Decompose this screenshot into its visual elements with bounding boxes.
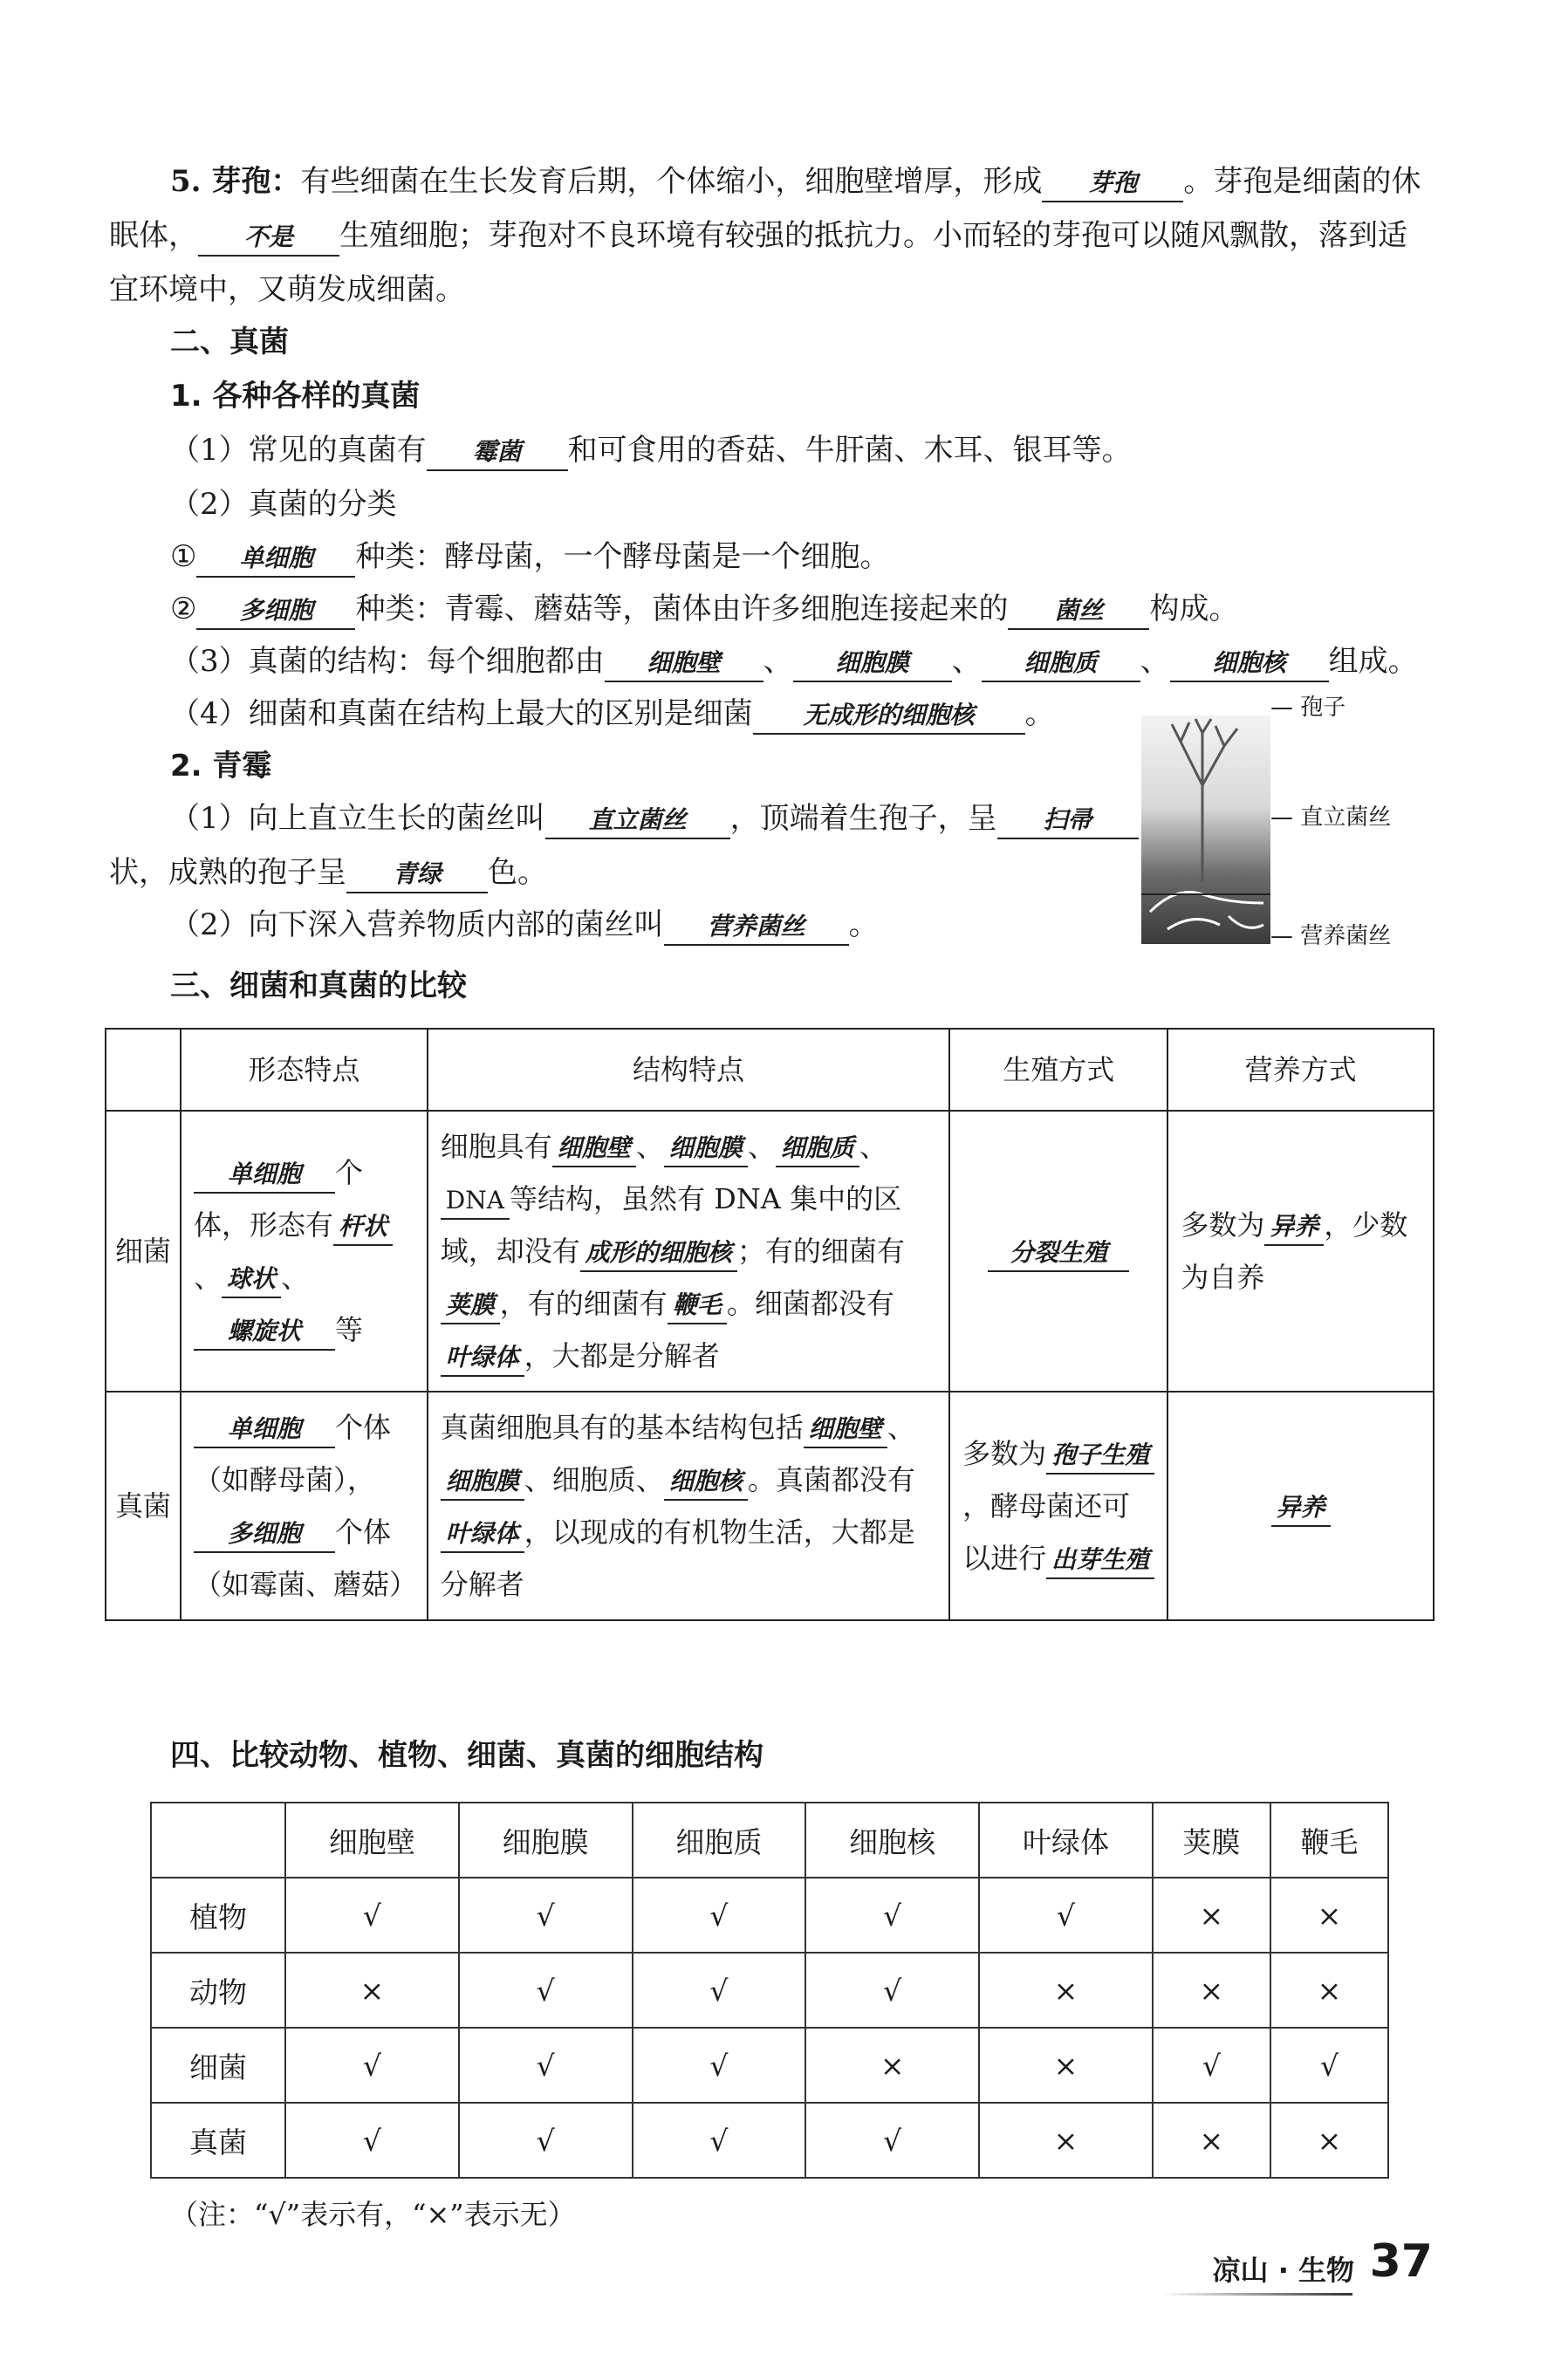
cells-header: 细胞质 (633, 1803, 806, 1878)
table-cell: √ (1153, 2028, 1270, 2103)
blank[interactable]: 成形的细胞核 (580, 1235, 737, 1272)
bacteria-fungi-table (105, 1028, 1434, 1621)
fungi-structure-blank-2[interactable]: 细胞膜 (793, 646, 952, 682)
table-row-bacteria (106, 1111, 1434, 1392)
blank[interactable]: 细胞壁 (804, 1412, 887, 1448)
fungi-q2: （2）真菌的分类 (170, 487, 397, 522)
sep: 、 (193, 1261, 222, 1294)
table-cell: √ (633, 1953, 806, 2028)
table-cell: √ (285, 2028, 459, 2103)
cell-text: 个体（如酵母菌）， (193, 1411, 391, 1496)
row-label: 真菌 (106, 1392, 181, 1620)
q-text: 构成。 (1149, 592, 1239, 626)
sep: 、 (747, 1130, 776, 1163)
blank[interactable]: 异养 (1271, 1490, 1331, 1527)
fungi-reproduction (949, 1392, 1167, 1620)
blank[interactable]: 细胞质 (776, 1131, 859, 1167)
blank[interactable]: 出芽生殖 (1046, 1543, 1154, 1579)
table-cell: √ (633, 2103, 806, 2178)
table-cell: √ (285, 1878, 459, 1953)
fungi-class-1 (170, 530, 1505, 583)
fungi-structure-blank-3[interactable]: 细胞质 (982, 646, 1140, 682)
row-label: 植物 (151, 1878, 285, 1953)
table-cell: √ (633, 2028, 806, 2103)
table-cell: × (1270, 2103, 1388, 2178)
sep: 、 (1140, 644, 1170, 679)
table-cell: × (1270, 1953, 1388, 2028)
blank[interactable]: 叶绿体 (441, 1340, 524, 1377)
table-header: 结构特点 (428, 1029, 949, 1111)
cells-header: 细胞膜 (459, 1803, 633, 1878)
sep: 、 (951, 644, 982, 679)
blank[interactable]: 多细胞 (194, 1516, 335, 1553)
nutrient-hyphae-label: — 营养菌丝 (1270, 923, 1392, 949)
cell-text: ，少数为自养 (1181, 1208, 1408, 1294)
bacteria-morphology (181, 1111, 428, 1392)
fungi-morphology (181, 1392, 428, 1620)
cell-text: ，以现成的有机物生活，大都是分解者 (440, 1516, 915, 1601)
q-text: （1）常见的真菌有 (170, 433, 427, 468)
table-cell: × (1153, 1878, 1270, 1953)
q-text: 组成。 (1328, 644, 1418, 679)
cells-heading: 四、比较动物、植物、细菌、真菌的细胞结构 (170, 1738, 763, 1773)
legend-note: （注：“√”表示有，“×”表示无） (170, 2198, 576, 2231)
cell-text: 。细菌都没有 (726, 1287, 894, 1320)
cell-text: 多数为 (1181, 1208, 1265, 1242)
table-row (151, 1878, 1388, 1953)
spore-label-text: 孢子 (1300, 695, 1346, 721)
q-text: ，顶端着生孢子，呈 (729, 801, 997, 836)
bacteria-reproduction (949, 1111, 1167, 1392)
blank[interactable]: 球状 (222, 1262, 281, 1298)
spore-label: — 孢子 (1270, 695, 1346, 721)
row-label: 细菌 (106, 1111, 181, 1392)
table-cell: √ (459, 2103, 633, 2178)
bacteria-structure (428, 1111, 949, 1392)
q-text: 状，成熟的孢子呈 (109, 855, 346, 890)
table-header: 形态特点 (181, 1029, 428, 1111)
fungi-q4-blank[interactable]: 无成形的细胞核 (753, 698, 1025, 735)
table-cell: √ (979, 1878, 1153, 1953)
table-cell: × (979, 1953, 1153, 2028)
fungi-structure-blank-1[interactable]: 细胞壁 (605, 646, 763, 682)
fungi-class2-blank[interactable]: 多细胞 (196, 593, 355, 630)
spore-line-1 (170, 155, 1505, 208)
table-cell: × (805, 2028, 979, 2103)
table-header-row (106, 1029, 1434, 1111)
penicillium-heading: 2. 青霉 (170, 749, 272, 784)
sep: 、 (763, 644, 793, 679)
cell-text: ，酵母菌还可以进行 (962, 1489, 1131, 1575)
cell-structure-table (150, 1802, 1389, 2179)
table-header: 营养方式 (1167, 1029, 1434, 1111)
q-text: 色。 (488, 855, 547, 890)
spore-line-3 (109, 263, 1444, 316)
table-cell: × (285, 1953, 459, 2028)
table-cell: √ (459, 1878, 633, 1953)
sep: 、 (280, 1261, 309, 1294)
fungi-q1 (170, 424, 1505, 476)
table-cell: √ (1270, 2028, 1388, 2103)
table-cell: √ (805, 1953, 979, 2028)
q-text: 。 (848, 907, 879, 942)
table-cell: √ (805, 2103, 979, 2178)
table-row-fungi (106, 1392, 1434, 1620)
page-number: 37 (1369, 2235, 1433, 2288)
cell-text: 真菌细胞具有的基本结构包括 (440, 1411, 804, 1444)
broom-blank[interactable]: 扫帚 (997, 803, 1139, 839)
fungi-q3 (170, 635, 1505, 688)
q-text: （3）真菌的结构：每个细胞都由 (170, 644, 605, 679)
comparison-heading: 三、细菌和真菌的比较 (170, 968, 467, 1003)
blank[interactable]: 分裂生殖 (988, 1235, 1129, 1272)
blank[interactable]: DNA (441, 1183, 510, 1220)
blank[interactable]: 叶绿体 (441, 1516, 524, 1553)
fungi-heading: 二、真菌 (170, 325, 289, 359)
cell-text: 细胞具有 (440, 1130, 552, 1163)
row-label: 动物 (151, 1953, 285, 2028)
blank[interactable]: 杆状 (333, 1209, 393, 1246)
fungi-class-2 (170, 583, 1505, 635)
cell-text: 等结构，虽然有 DNA 集中的区域，却没有 (440, 1182, 902, 1268)
cells-header: 鞭毛 (1270, 1803, 1388, 1878)
cells-header-row (151, 1803, 1388, 1878)
nutrient-hyphae-blank[interactable]: 营养菌丝 (664, 909, 849, 946)
blank[interactable]: 细胞膜 (441, 1464, 524, 1501)
table-cell: × (1153, 2103, 1270, 2178)
penicillium-figure (1141, 689, 1455, 951)
q-text: 和可食用的香菇、牛肝菌、木耳、银耳等。 (567, 433, 1132, 468)
cells-header: 荚膜 (1153, 1803, 1270, 1878)
sep: 、 (887, 1411, 915, 1444)
spore-blank-2[interactable]: 不是 (198, 220, 339, 257)
table-header: 生殖方式 (949, 1029, 1167, 1111)
q-text: 。 (1024, 696, 1055, 731)
table-row (151, 2028, 1388, 2103)
nutrient-label-text: 营养菌丝 (1300, 923, 1392, 949)
blank[interactable]: 异养 (1264, 1209, 1324, 1246)
penicillium-photo (1141, 715, 1270, 944)
q-text: 种类：酵母菌，一个酵母菌是一个细胞。 (355, 539, 890, 574)
book-title: 凉山 · 生物 (1212, 2254, 1354, 2287)
row-label: 细菌 (151, 2028, 285, 2103)
table-cell: × (1270, 1878, 1388, 1953)
cell-text: 个体，形态有 (193, 1156, 363, 1242)
table-row (151, 2103, 1388, 2178)
q-text: 种类：青霉、蘑菇等，菌体由许多细胞连接起来的 (355, 592, 1009, 626)
cell-text: 。真菌都没有 (747, 1463, 915, 1496)
cells-header-empty (151, 1803, 285, 1878)
cell-text: 等 (334, 1313, 363, 1346)
upright-hyphae-label: — 直立菌丝 (1270, 804, 1392, 831)
spore-text: 眠体， (109, 218, 198, 253)
spore-text: 生殖细胞；芽孢对不良环境有较强的抵抗力。小而轻的芽孢可以随风飘散，落到适 (339, 218, 1407, 253)
cell-text: 个体（如霉菌、蘑菇） (193, 1516, 417, 1601)
blank[interactable]: 鞭毛 (668, 1288, 727, 1324)
footer-rule (1161, 2293, 1352, 2296)
penicillium-drawing (1141, 715, 1270, 944)
blank[interactable]: 单细胞 (194, 1157, 335, 1194)
spore-line-2 (109, 209, 1444, 262)
table-cell: × (979, 2028, 1153, 2103)
table-cell: √ (459, 2028, 633, 2103)
spore-blank-1[interactable]: 芽孢 (1042, 166, 1183, 202)
spore-text: 。芽孢是细菌的休 (1183, 164, 1421, 199)
spore-label: 5. 芽孢： (170, 164, 301, 199)
spore-text: 有些细菌在生长发育后期，个体缩小，细胞壁增厚，形成 (300, 164, 1043, 199)
table-cell: √ (633, 1878, 806, 1953)
cell-text: ，大都是分解者 (524, 1339, 720, 1372)
table-cell: × (979, 2103, 1153, 2178)
fungi-subheading-1: 1. 各种各样的真菌 (170, 379, 421, 414)
table-cell: × (1153, 1953, 1270, 2028)
cell-text: ，有的细菌有 (499, 1287, 668, 1320)
fungi-structure-blank-4[interactable]: 细胞核 (1170, 646, 1329, 682)
blank[interactable]: 荚膜 (441, 1288, 500, 1324)
sep: 、 (635, 1130, 664, 1163)
q-text: （4）细菌和真菌在结构上最大的区别是细菌 (170, 696, 753, 731)
table-header-empty (106, 1029, 181, 1111)
cells-header: 细胞核 (805, 1803, 979, 1878)
cell-text: ；有的细菌有 (736, 1235, 905, 1268)
q-text: （1）向上直立生长的菌丝叫 (170, 801, 545, 836)
table-cell: √ (459, 1953, 633, 2028)
q-text: （2）向下深入营养物质内部的菌丝叫 (170, 907, 664, 942)
sep: 、 (859, 1130, 887, 1163)
upright-hyphae-blank[interactable]: 直立菌丝 (545, 803, 730, 839)
blank[interactable]: 细胞膜 (664, 1131, 748, 1167)
blank[interactable]: 螺旋状 (194, 1314, 335, 1351)
table-cell: √ (805, 1878, 979, 1953)
blank[interactable]: 单细胞 (194, 1412, 335, 1448)
blank[interactable]: 孢子生殖 (1046, 1438, 1154, 1475)
fungi-class2-blank-2[interactable]: 菌丝 (1008, 593, 1149, 630)
table-cell: √ (285, 2103, 459, 2178)
cells-header: 叶绿体 (979, 1803, 1153, 1878)
cell-text: 多数为 (962, 1437, 1047, 1470)
table-row (151, 1953, 1388, 2028)
row-label: 真菌 (151, 2103, 285, 2178)
q-text: ① (170, 539, 197, 574)
q-text: ② (170, 592, 197, 626)
fungi-nutrition (1167, 1392, 1434, 1620)
blank[interactable]: 细胞壁 (552, 1131, 636, 1167)
cells-header: 细胞壁 (285, 1803, 459, 1878)
blank[interactable]: 细胞核 (664, 1464, 748, 1501)
upright-label-text: 直立菌丝 (1300, 804, 1392, 831)
bacteria-nutrition (1167, 1111, 1434, 1392)
fungi-structure (428, 1392, 949, 1620)
cell-text: 、细胞质、 (524, 1463, 664, 1496)
color-blank[interactable]: 青绿 (346, 857, 488, 893)
fungi-class1-blank[interactable]: 单细胞 (196, 541, 355, 578)
spore-text: 宜环境中，又萌发成细菌。 (109, 272, 465, 307)
fungi-q1-blank[interactable]: 霉菌 (427, 435, 568, 471)
